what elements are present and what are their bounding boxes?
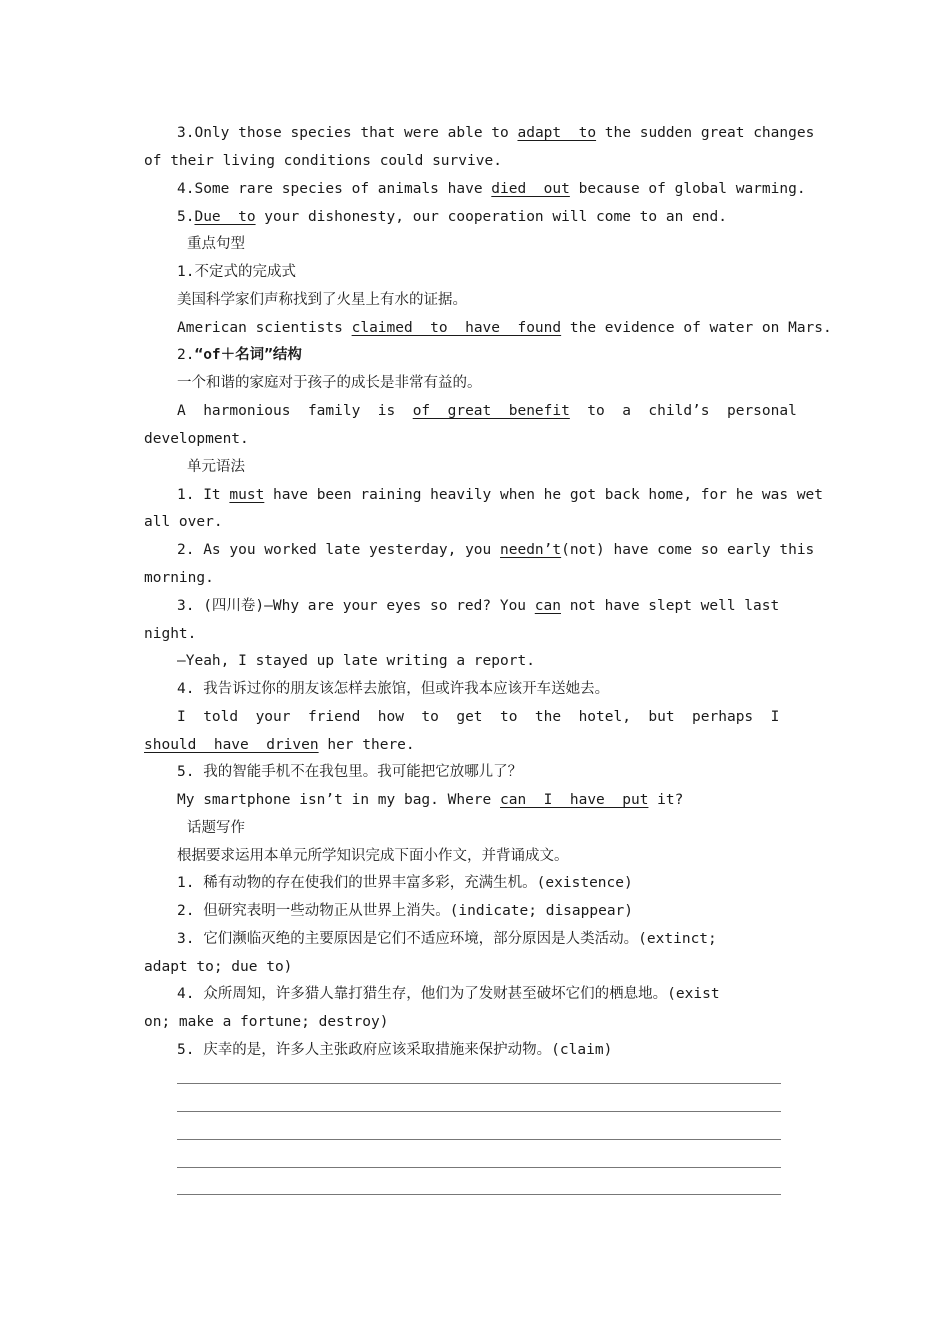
answer-blank: claimed to have found (351, 320, 562, 336)
answer-blank: must (229, 487, 265, 503)
answer-blank: can I have put (500, 792, 649, 808)
grammar-item-1: 1. It must have been raining heavily when he got back home, for he was wet (177, 487, 824, 503)
grammar-item-2-cont: morning. (144, 570, 214, 586)
writing-item-2: 2. 但研究表明一些动物正从世界上消失。(indicate; disappear) (177, 903, 634, 919)
writing-answer-line[interactable] (177, 1167, 781, 1168)
answer-blank: can (534, 598, 561, 614)
writing-item-4-cont: on; make a fortune; destroy) (144, 1014, 389, 1030)
pattern-2-chinese: 一个和谐的家庭对于孩子的成长是非常有益的。 (177, 375, 482, 391)
writing-answer-line[interactable] (177, 1139, 781, 1140)
grammar-item-5-english: My smartphone isn’t in my bag. Where can I have put it? (177, 792, 684, 808)
writing-answer-line[interactable] (177, 1194, 781, 1195)
section-heading-sentences: 重点句型 (187, 236, 245, 252)
writing-item-4: 4. 众所周知，许多猎人靠打猎生存，他们为了发财甚至破坏它们的栖息地。(exist (177, 986, 720, 1002)
pattern-1-chinese: 美国科学家们声称找到了火星上有水的证据。 (177, 292, 467, 308)
vocab-item-3: 3.Only those species that were able to adapt to the sudden great changes (177, 125, 815, 141)
grammar-item-4-chinese: 4. 我告诉过你的朋友该怎样去旅馆，但或许我本应该开车送她去。 (177, 681, 610, 697)
grammar-item-3-cont: night. (144, 626, 197, 642)
writing-answer-line[interactable] (177, 1111, 781, 1112)
grammar-item-3: 3. (四川卷)—Why are your eyes so red? You can not have slept well last (177, 598, 780, 614)
writing-item-5: 5. 庆幸的是，许多人主张政府应该采取措施来保护动物。(claim) (177, 1042, 613, 1058)
writing-intro: 根据要求运用本单元所学知识完成下面小作文，并背诵成文。 (177, 848, 569, 864)
pattern-1-english: American scientists claimed to have found the evidence of water on Mars. (177, 320, 832, 336)
answer-blank: should have driven (144, 737, 319, 753)
vocab-item-5: 5.Due to your dishonesty, our cooperation will come to an end. (177, 209, 727, 225)
answer-blank: Due to (194, 209, 256, 225)
pattern-1-title: 1.不定式的完成式 (177, 264, 296, 280)
answer-blank: adapt to (517, 125, 597, 141)
pattern-2-english: A harmonious family is of great benefit to a child’s personal (177, 403, 797, 419)
writing-item-3-cont: adapt to; due to) (144, 959, 293, 975)
writing-item-1: 1. 稀有动物的存在使我们的世界丰富多彩，充满生机。(existence) (177, 875, 633, 891)
section-heading-writing: 话题写作 (187, 820, 245, 836)
writing-answer-line[interactable] (177, 1083, 781, 1084)
answer-blank: died out (491, 181, 570, 197)
vocab-item-3-cont: of their living conditions could survive. (144, 153, 502, 169)
answer-blank: of great benefit (412, 403, 570, 419)
grammar-item-4-english: I told your friend how to get to the hotel, but perhaps I (177, 709, 780, 725)
grammar-item-1-cont: all over. (144, 514, 223, 530)
pattern-2-english-cont: development. (144, 431, 249, 447)
grammar-item-2: 2. As you worked late yesterday, you needn’t(not) have come so early this (177, 542, 815, 558)
vocab-item-4: 4.Some rare species of animals have died out because of global warming. (177, 181, 806, 197)
pattern-2-title: 2.“of＋名词”结构 (177, 347, 302, 363)
answer-blank: needn’t (500, 542, 562, 558)
grammar-item-5-chinese: 5. 我的智能手机不在我包里。我可能把它放哪儿了？ (177, 764, 523, 780)
writing-item-3: 3. 它们濒临灭绝的主要原因是它们不适应环境，部分原因是人类活动。(extinct; (177, 931, 717, 947)
section-heading-grammar: 单元语法 (187, 459, 245, 475)
grammar-item-4-english-cont: should have driven her there. (144, 737, 415, 753)
grammar-item-3-reply: —Yeah, I stayed up late writing a report. (177, 653, 535, 669)
